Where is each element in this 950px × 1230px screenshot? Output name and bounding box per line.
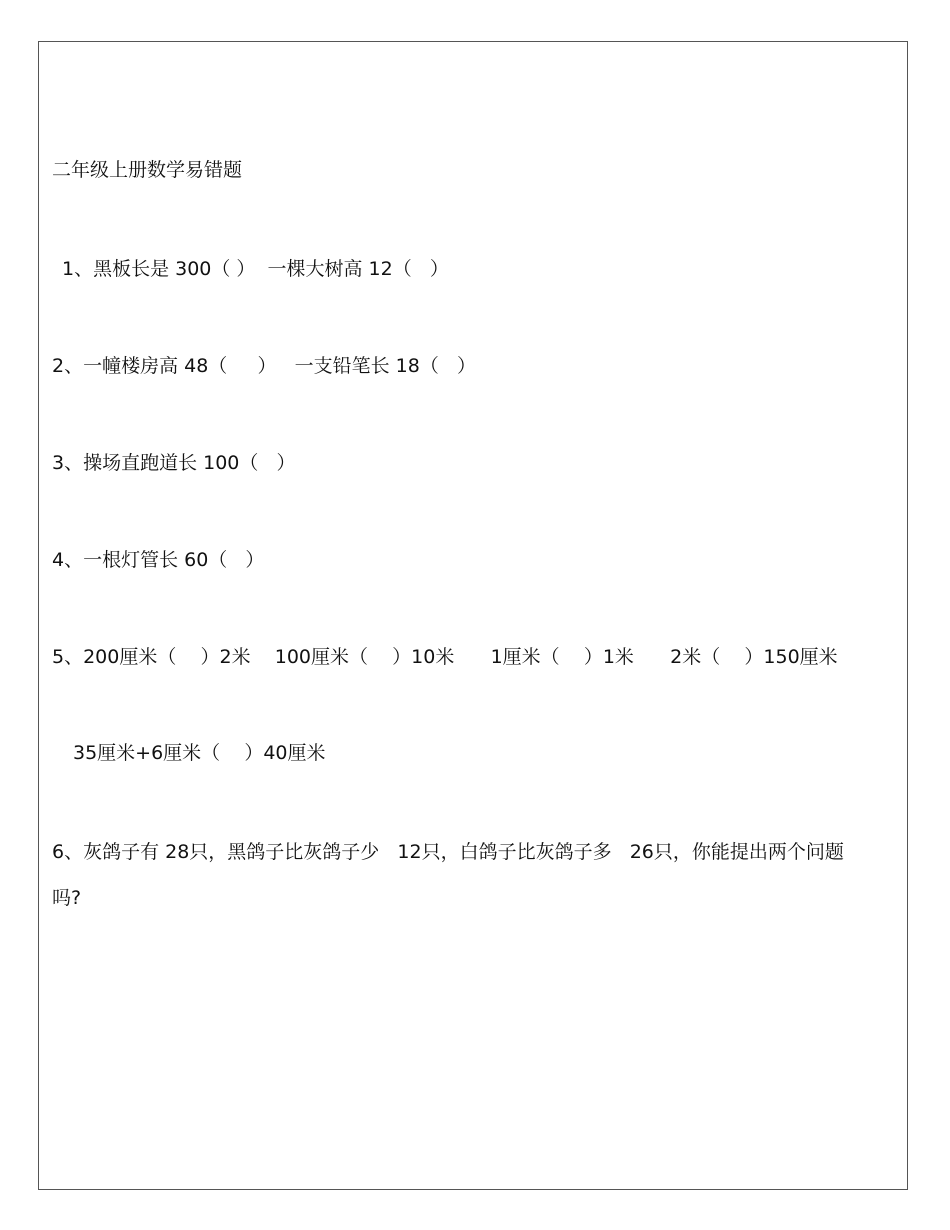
question-6: 6、灰鸽子有 28只，黑鸽子比灰鸽子少 12只，白鸽子比灰鸽子多 26只，你能提出两个问题 bbox=[52, 841, 844, 863]
question-5: 5、200厘米（ ）2米 100厘米（ ）10米 1厘米（ ）1米 2米（ ）150厘米 bbox=[52, 646, 838, 668]
question-6-line-2: 吗? bbox=[52, 887, 82, 909]
question-3: 3、操场直跑道长 100（ ） bbox=[52, 452, 296, 474]
question-4: 4、一根灯管长 60（ ） bbox=[52, 549, 265, 571]
question-2: 2、一幢楼房高 48（ ） 一支铅笔长 18（ ） bbox=[52, 355, 476, 377]
page-border bbox=[38, 41, 908, 1190]
question-1: 1、黑板长是 300（ ） 一棵大树高 12（ ） bbox=[62, 258, 449, 280]
question-5-line-2: 35厘米+6厘米（ ）40厘米 bbox=[73, 742, 326, 764]
worksheet-title: 二年级上册数学易错题 bbox=[52, 159, 243, 181]
